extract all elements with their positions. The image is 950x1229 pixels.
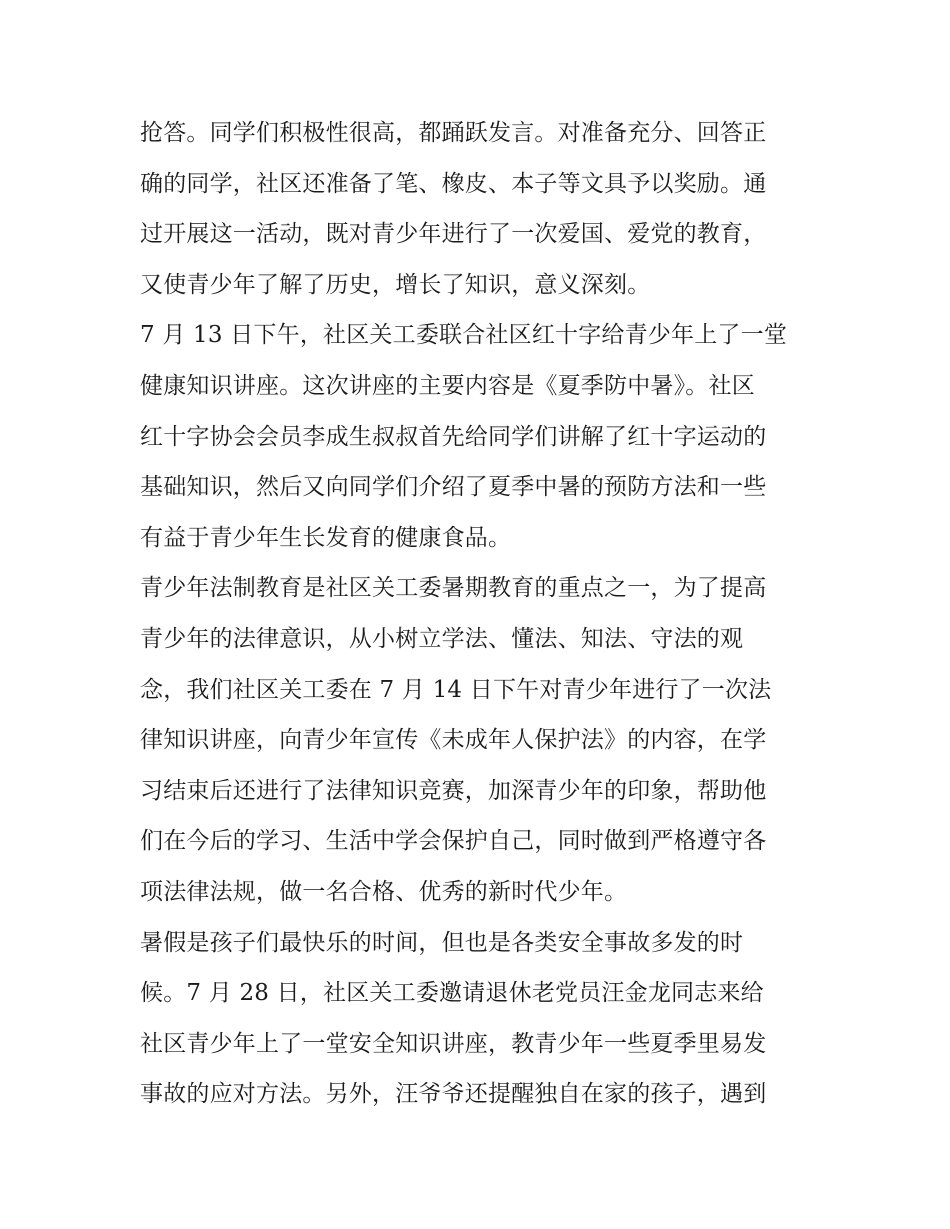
text-line: 事故的应对方法。另外，汪爷爷还提醒独自在家的孩子，遇到 [140, 1081, 767, 1108]
text-line: 暑假是孩子们最快乐的时间，但也是各类安全事故多发的时 [140, 929, 744, 956]
text-line: 基础知识，然后又向同学们介绍了夏季中暑的预防方法和一些 [140, 474, 767, 501]
text-line: 项法律法规，做一名合格、优秀的新时代少年。 [140, 878, 628, 905]
text-line: 又使青少年了解了历史，增长了知识，意义深刻。 [140, 271, 651, 298]
text-line: 社区青少年上了一堂安全知识讲座，教青少年一些夏季里易发 [140, 1030, 767, 1057]
text-line: 确的同学，社区还准备了笔、橡皮、本子等文具予以奖励。通 [140, 170, 767, 197]
text-line: 有益于青少年生长发育的健康食品。 [140, 524, 512, 551]
text-line: 念，我们社区关工委在 7 月 14 日下午对青少年进行了一次法 [140, 676, 772, 703]
text-line: 们在今后的学习、生活中学会保护自己，同时做到严格遵守各 [140, 828, 767, 855]
text-line: 抢答。同学们积极性很高，都踊跃发言。对准备充分、回答正 [140, 120, 767, 146]
text-line: 习结束后还进行了法律知识竞赛，加深青少年的印象，帮助他 [140, 777, 767, 804]
text-line: 7 月 13 日下午，社区关工委联合社区红十字给青少年上了一堂 [140, 322, 788, 349]
text-line: 候。7 月 28 日，社区关工委邀请退休老党员汪金龙同志来给 [140, 980, 764, 1007]
text-line: 健康知识讲座。这次讲座的主要内容是《夏季防中暑》。社区 [140, 372, 755, 399]
text-line: 青少年的法律意识，从小树立学法、懂法、知法、守法的观 [140, 625, 744, 652]
text-line: 过开展这一活动，既对青少年进行了一次爱国、爱党的教育， [140, 221, 767, 248]
text-line: 红十字协会会员李成生叔叔首先给同学们讲解了红十字运动的 [140, 423, 767, 450]
text-line: 青少年法制教育是社区关工委暑期教育的重点之一，为了提高 [140, 575, 767, 602]
text-line: 律知识讲座，向青少年宣传《未成年人保护法》的内容，在学 [140, 727, 767, 754]
body-text [140, 108, 820, 1120]
